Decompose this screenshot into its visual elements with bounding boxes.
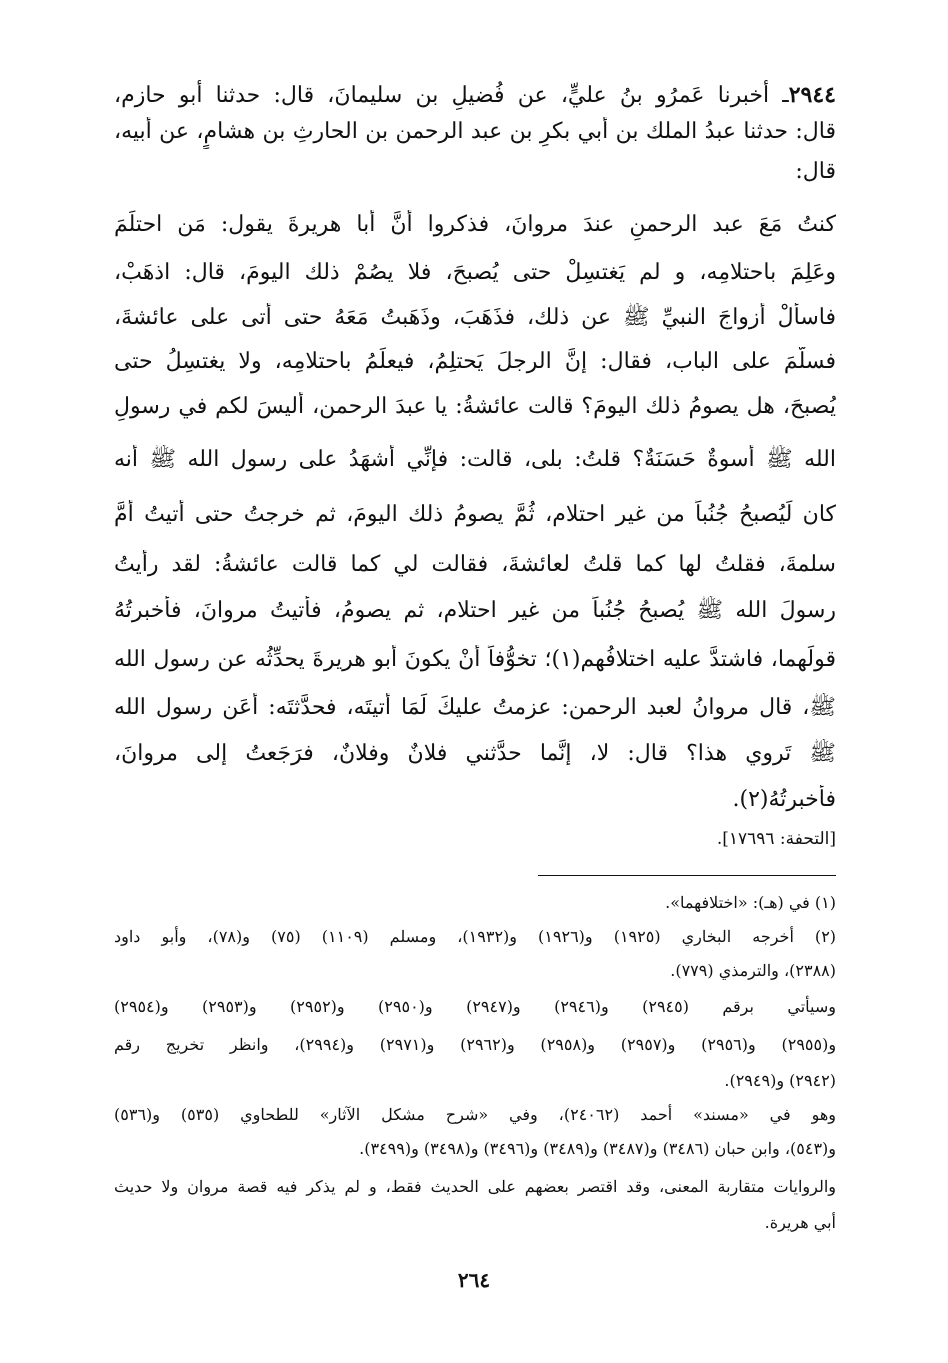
matn-line-1: كنتُ مَعَ عبد الرحمنِ عندَ مروانَ، فذكروا أنَّ أبا هريرةَ يقول: مَن احتلَمَ [114, 212, 836, 237]
footnote-2-line-2: (٢٣٨٨)، والترمذي (٧٧٩). [670, 961, 836, 980]
isnad-line-2: قال: حدثنا عبدُ الملك بن أبي بكرِ بن عبد الرحمن بن الحارثِ بن هشامٍ، عن أبيه، [114, 119, 836, 144]
matn-line-9: رسولَ الله ﷺ يُصبحُ جُنُباً من غير احتلام، ثم يصومُ، فأتيتُ مروانَ، فأخبرتُهُ [114, 598, 836, 623]
page-number: ٢٦٤ [457, 1268, 491, 1292]
matn-line-3: فاسألْ أزواجَ النبيِّ ﷺ عن ذلك، فذَهَبَ، وذَهَبتُ مَعَهُ حتى أتى على عائشةَ، [114, 305, 836, 330]
footnote-5-line-2: أبي هريرة. [764, 1213, 836, 1232]
matn-line-12: ﷺ تَروي هذا؟ قال: لا، إنَّما حدَّثني فلانٌ وفلانٌ، فرَجَعتُ إلى مروانَ، [114, 741, 836, 766]
matn-line-10: قولَهما، فاشتدَّ عليه اختلافُهم(١)؛ تخوُّفاً أنْ يكونَ أبو هريرةَ يحدِّثُه عن رسول الله [114, 647, 836, 672]
matn-line-6: الله ﷺ أُسوةٌ حَسَنَةٌ؟ قلتُ: بلى، قالت: فإنِّي أَشهَدُ على رسول الله ﷺ أنه [114, 447, 836, 472]
matn-line-7: كان لَيُصبحُ جُنُباً من غير احتلام، ثُمَّ يصومُ ذلك اليومَ، ثم خرجتُ حتى أتيتُ أُمَّ [114, 502, 836, 527]
footnote-3-line-3: (٢٩٤٢) و(٢٩٤٩). [724, 1071, 836, 1090]
matn-line-8: سلمةَ، فقلتُ لها كما قلتُ لعائشةَ، فقالت لي كما قالت عائشةُ: لقد رأيتُ [114, 552, 836, 577]
footnote-divider [538, 875, 836, 876]
isnad-line-3: قال: [795, 159, 836, 184]
footnote-3-line-1: وسيأتي برقم (٢٩٤٥) و(٢٩٤٦) و(٢٩٤٧) و(٢٩٥٠) و(٢٩٥٢) و(٢٩٥٣) و(٢٩٥٤) [114, 997, 836, 1016]
matn-line-5: يُصبحَ، هل يصومُ ذلك اليومَ؟ قالت عائشةُ: يا عبدَ الرحمن، أليسَ لكم في رسولِ [114, 394, 836, 419]
isnad-line-1 [114, 80, 836, 112]
isnad-text-1: ـ أخبرنا عَمرُو بنُ عليٍّ، عن فُضيلِ بن سليمانَ، قال: حدثنا أبو حازم، [114, 83, 789, 108]
tuhfa-reference: [التحفة: ١٧٦٩٦]. [716, 829, 836, 849]
matn-line-4: فسلَّمَ على الباب، فقال: إنَّ الرجلَ يَحتلِمُ، فيعلَمُ باحتلامِه، ولا يغتسِلُ حتى [114, 349, 836, 374]
matn-line-11: ﷺ، قال مروانُ لعبد الرحمن: عزمتُ عليكَ لَمَا أتيتَه، فحدَّثتَه: أعَن رسول الله [114, 695, 836, 720]
matn-line-13: فأخبرتُهُ(٢). [732, 787, 836, 812]
footnote-4-line-2: و(٥٤٣)، وابن حبان (٣٤٨٦) و(٣٤٨٧) و(٣٤٨٩) و(٣٤٩٦) و(٣٤٩٨) و(٣٤٩٩). [359, 1139, 836, 1158]
footnote-3-line-2: و(٢٩٥٥) و(٢٩٥٦) و(٢٩٥٧) و(٢٩٥٨) و(٢٩٦٢) و(٢٩٧١) و(٢٩٩٤)، وانظر تخريج رقم [114, 1035, 836, 1054]
footnote-1: (١) في (هـ): «اختلافهما». [665, 893, 836, 912]
hadith-number: ٢٩٤٤ [788, 82, 836, 108]
footnote-4-line-1: وهو في «مسند» أحمد (٢٤٠٦٢)، وفي «شرح مشكل الآثار» للطحاوي (٥٣٥) و(٥٣٦) [114, 1105, 836, 1124]
footnote-2-line-1: (٢) أخرجه البخاري (١٩٢٥) و(١٩٢٦) و(١٩٣٢)، ومسلم (١١٠٩) (٧٥) و(٧٨)، وأبو داود [114, 927, 836, 946]
matn-line-2: وعَلِمَ باحتلامِه، و لم يَغتسِلْ حتى يُصبحَ، فلا يصُمْ ذلك اليومَ، قال: اذهَبْ، [114, 260, 836, 285]
footnote-5-line-1: والروايات متقاربة المعنى، وقد اقتصر بعضهم على الحديث فقط، و لم يذكر فيه قصة مروان ولا حديث [114, 1177, 836, 1196]
